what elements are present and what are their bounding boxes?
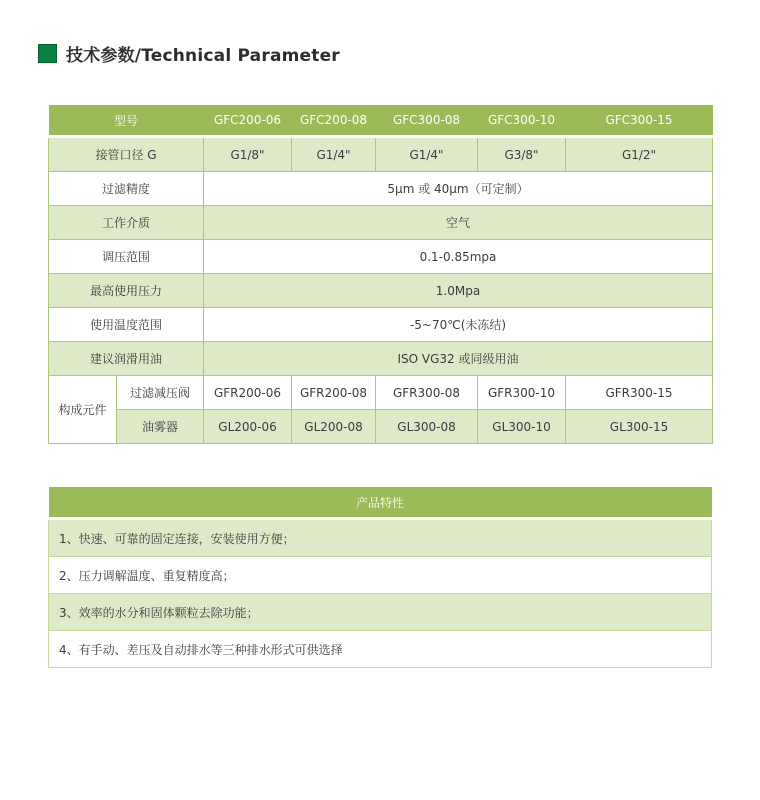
spec-row-label: 使用温度范围: [49, 308, 204, 342]
spec-row-max-pressure: [49, 274, 713, 308]
spec-value-cell: GFR200-08: [292, 376, 376, 410]
component-row-label: 油雾器: [117, 410, 204, 444]
spec-value-cell: G1/2": [566, 137, 713, 172]
spec-row-label: 工作介质: [49, 206, 204, 240]
spec-value-cell: GFR200-06: [204, 376, 292, 410]
feature-item-row: [49, 594, 712, 631]
spec-value-cell: 0.1-0.85mpa: [204, 240, 713, 274]
spec-value-cell: ISO VG32 或同级用油: [204, 342, 713, 376]
features-header-row: [49, 487, 712, 519]
model-header-5: GFC300-15: [566, 105, 713, 137]
spec-value-cell: 空气: [204, 206, 713, 240]
spec-row-label: 最高使用压力: [49, 274, 204, 308]
feature-item: 4、有手动、差压及自动排水等三种排水形式可供选择: [49, 631, 712, 668]
spec-value-cell: GL300-15: [566, 410, 713, 444]
spec-row-filtration: [49, 172, 713, 206]
spec-value-cell: GFR300-08: [376, 376, 478, 410]
section-bullet-icon: [38, 44, 57, 63]
model-header-4: GFC300-10: [478, 105, 566, 137]
spec-value-cell: -5~70℃(未冻结): [204, 308, 713, 342]
spec-value-cell: 5μm 或 40μm（可定制）: [204, 172, 713, 206]
spec-row-temperature: [49, 308, 713, 342]
product-features-table: [48, 487, 712, 668]
spec-value-cell: GFR300-10: [478, 376, 566, 410]
spec-value-cell: 1.0Mpa: [204, 274, 713, 308]
spec-value-cell: GFR300-15: [566, 376, 713, 410]
spec-value-cell: GL200-06: [204, 410, 292, 444]
model-header-2: GFC200-08: [292, 105, 376, 137]
technical-parameter-table: [48, 105, 713, 444]
spec-row-label: 过滤精度: [49, 172, 204, 206]
component-row-label: 过滤减压阀: [117, 376, 204, 410]
spec-value-cell: GL300-08: [376, 410, 478, 444]
spec-row-label: 接管口径 G: [49, 137, 204, 172]
spec-value-cell: G1/4": [376, 137, 478, 172]
spec-value-cell: G1/8": [204, 137, 292, 172]
component-group-label: 构成元件: [49, 376, 117, 444]
page-title: 技术参数/Technical Parameter: [66, 46, 340, 66]
model-header-3: GFC300-08: [376, 105, 478, 137]
model-header-1: GFC200-06: [204, 105, 292, 137]
spec-value-cell: GL200-08: [292, 410, 376, 444]
spec-row-medium: [49, 206, 713, 240]
section-title-row: [38, 41, 340, 66]
features-header: 产品特性: [49, 487, 712, 519]
component-row-regulator: [49, 376, 713, 410]
spec-value-cell: G3/8": [478, 137, 566, 172]
spec-value-cell: G1/4": [292, 137, 376, 172]
model-column-header: 型号: [49, 105, 204, 137]
feature-item: 3、效率的水分和固体颗粒去除功能；: [49, 594, 712, 631]
component-row-lubricator: [49, 410, 713, 444]
feature-item: 1、快速、可靠的固定连接，安装使用方便；: [49, 519, 712, 557]
feature-item-row: [49, 557, 712, 594]
feature-item-row: [49, 519, 712, 557]
spec-table-header-row: [49, 105, 713, 137]
spec-row-label: 建议润滑用油: [49, 342, 204, 376]
spec-value-cell: GL300-10: [478, 410, 566, 444]
spec-row-lubricant: [49, 342, 713, 376]
feature-item-row: [49, 631, 712, 668]
spec-row-pressure-range: [49, 240, 713, 274]
spec-row-pipe-size: [49, 137, 713, 172]
spec-row-label: 调压范围: [49, 240, 204, 274]
feature-item: 2、压力调解温度、重复精度高；: [49, 557, 712, 594]
